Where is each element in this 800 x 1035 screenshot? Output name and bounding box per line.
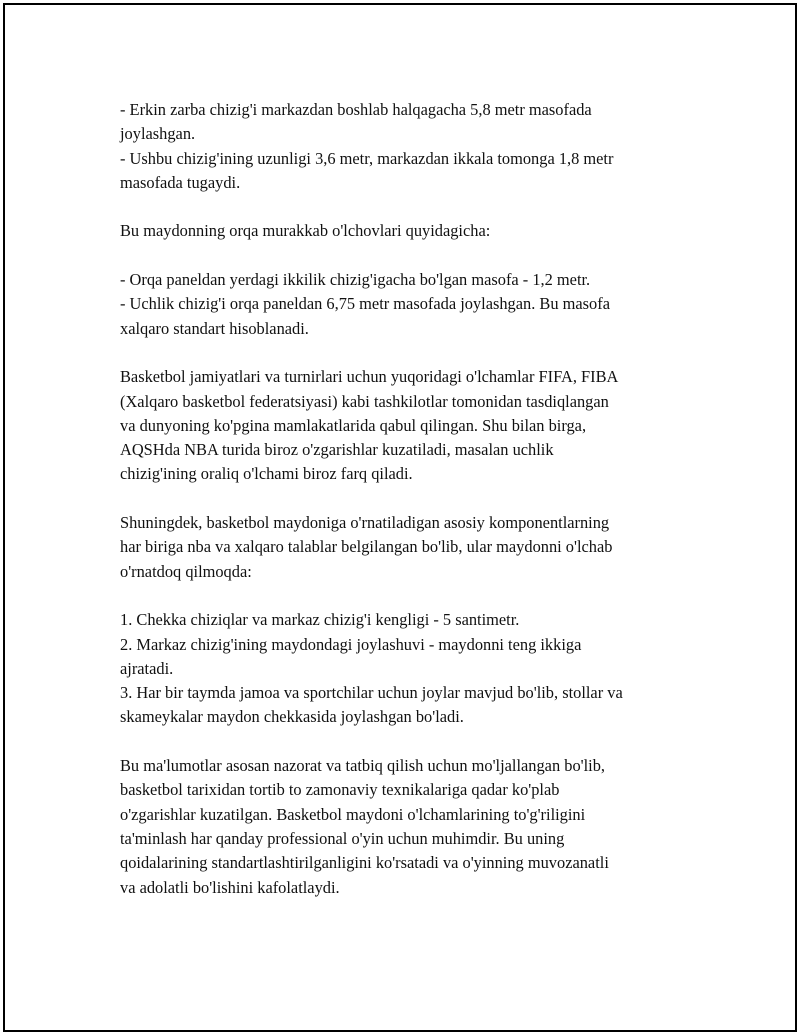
paragraph-back-measurements: [120, 268, 700, 341]
text-line: xalqaro standart hisoblanadi.: [120, 318, 309, 338]
document-body: [120, 98, 700, 900]
paragraph-gap: [120, 584, 700, 608]
text-line: (Xalqaro basketbol federatsiyasi) kabi tashkilotlar tomonidan tasdiqlangan: [120, 391, 609, 411]
text-line: basketbol tarixidan tortib to zamonaviy texnikalariga qadar ko'plab: [120, 780, 560, 800]
text-line: joylashgan.: [120, 124, 196, 144]
text-line: - Uchlik chizig'i orqa paneldan 6,75 metr masofada joylashgan. Bu masofa: [120, 294, 610, 314]
page-frame: [3, 3, 797, 1032]
paragraph-free-throw: [120, 98, 700, 195]
text-line: - Ushbu chizig'ining uzunligi 3,6 metr, markazdan ikkala tomonga 1,8 metr: [120, 148, 614, 168]
text-line: masofada tugaydi.: [120, 172, 241, 192]
paragraph-gap: [120, 730, 700, 754]
text-line: Basketbol jamiyatlari va turnirlari uchun yuqoridagi o'lchamlar FIFA, FIBA: [120, 367, 619, 387]
text-line: - Erkin zarba chizig'i markazdan boshlab halqagacha 5,8 metr masofada: [120, 100, 592, 119]
text-line: qoidalarining standartlashtirilganligini ko'rsatadi va o'yinning muvozanatli: [120, 853, 609, 873]
text-line: Shuningdek, basketbol maydoniga o'rnatiladigan asosiy komponentlarning: [120, 513, 610, 533]
paragraph-components-intro: [120, 511, 700, 584]
paragraph-gap: [120, 244, 700, 268]
text-line: Bu ma'lumotlar asosan nazorat va tatbiq qilish uchun mo'ljallangan bo'lib,: [120, 756, 605, 776]
text-line: - Orqa paneldan yerdagi ikkilik chizig'igacha bo'lgan masofa - 1,2 metr.: [120, 270, 591, 290]
list-item: 3. Har bir taymda jamoa va sportchilar uchun joylar mavjud bo'lib, stollar va: [120, 683, 623, 703]
text-line: ta'minlash har qanday professional o'yin uchun muhimdir. Bu uning: [120, 828, 565, 848]
paragraph-back-measurements-intro: [120, 219, 700, 243]
paragraph-gap: [120, 195, 700, 219]
text-line: o'zgarishlar kuzatilgan. Basketbol maydoni o'lchamlarining to'g'riligini: [120, 804, 586, 824]
paragraph-numbered-list: [120, 608, 700, 729]
text-line: o'rnatdoq qilmoqda:: [120, 561, 252, 581]
text-line: va dunyoning ko'pgina mamlakatlarida qabul qilingan. Shu bilan birga,: [120, 415, 587, 435]
list-item: skameykalar maydon chekkasida joylashgan bo'ladi.: [120, 707, 464, 727]
text-line: Bu maydonning orqa murakkab o'lchovlari quyidagicha:: [120, 221, 491, 241]
paragraph-conclusion: [120, 754, 700, 900]
paragraph-gap: [120, 341, 700, 365]
list-item: 1. Chekka chiziqlar va markaz chizig'i kengligi - 5 santimetr.: [120, 610, 520, 630]
text-line: va adolatli bo'lishini kafolatlaydi.: [120, 877, 340, 897]
text-line: har biriga nba va xalqaro talablar belgilangan bo'lib, ular maydonni o'lchab: [120, 537, 613, 557]
paragraph-gap: [120, 487, 700, 511]
list-item: 2. Markaz chizig'ining maydondagi joylashuvi - maydonni teng ikkiga: [120, 634, 582, 654]
text-line: AQSHda NBA turida biroz o'zgarishlar kuzatiladi, masalan uchlik: [120, 440, 554, 460]
text-line: chizig'ining oraliq o'lchami biroz farq qiladi.: [120, 464, 413, 484]
list-item: ajratadi.: [120, 658, 174, 678]
paragraph-standards: [120, 365, 700, 486]
